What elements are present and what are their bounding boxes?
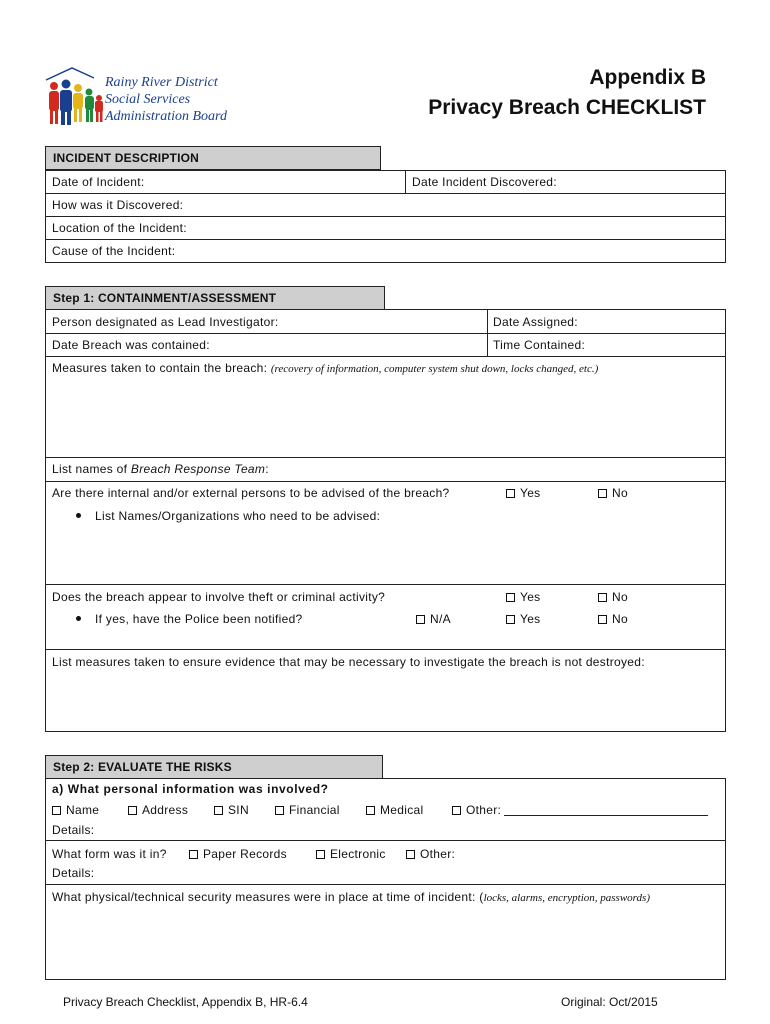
police-label: If yes, have the Police been notified?	[95, 612, 303, 626]
response-team-prefix: List names of	[52, 462, 131, 476]
theft-yes-option[interactable]	[506, 590, 540, 604]
police-no-option[interactable]	[598, 612, 628, 626]
appendix-title: Appendix B	[589, 66, 706, 89]
theft-question: Does the breach appear to involve theft or criminal activity?	[52, 590, 386, 604]
evidence-measures-field[interactable]: List measures taken to ensure evidence that may be necessary to investigate the breach is not destroyed:	[52, 655, 645, 669]
checkbox-icon[interactable]	[506, 593, 515, 602]
electronic-label: Electronic	[330, 847, 386, 861]
date-assigned-field[interactable]: Date Assigned:	[493, 315, 578, 329]
financial-label: Financial	[289, 803, 340, 817]
checkbox-icon[interactable]	[452, 806, 461, 815]
sin-label: SIN	[228, 803, 249, 817]
containment-measures-hint: (recovery of information, computer system shut down, locks changed, etc.)	[270, 363, 599, 375]
info-option-medical[interactable]	[366, 803, 423, 817]
checkbox-icon[interactable]	[416, 615, 425, 624]
checklist-title: Privacy Breach CHECKLIST	[428, 96, 706, 119]
step2-section-header: Step 2: EVALUATE THE RISKS	[45, 755, 383, 779]
advise-yes-option[interactable]	[506, 486, 540, 500]
info-option-name[interactable]	[52, 803, 99, 817]
no-label: No	[612, 486, 628, 500]
date-contained-field[interactable]: Date Breach was contained:	[52, 338, 210, 352]
info-option-sin[interactable]	[214, 803, 249, 817]
police-yes-option[interactable]	[506, 612, 540, 626]
incident-section-header: INCIDENT DESCRIPTION	[45, 146, 381, 170]
checkbox-icon[interactable]	[598, 615, 607, 624]
form-details-field[interactable]: Details:	[52, 866, 95, 880]
checkbox-icon[interactable]	[366, 806, 375, 815]
yes-label: Yes	[520, 486, 541, 500]
form-option-paper[interactable]	[189, 847, 287, 861]
how-discovered-field[interactable]: How was it Discovered:	[52, 198, 184, 212]
form-option-other[interactable]	[406, 847, 455, 861]
info-question: a) What personal information was involved?	[52, 782, 329, 796]
address-label: Address	[142, 803, 189, 817]
date-discovered-field[interactable]: Date Incident Discovered:	[412, 175, 557, 189]
footer-right: Original: Oct/2015	[561, 995, 658, 1009]
advise-list-bullet[interactable]	[76, 509, 380, 523]
footer-left: Privacy Breach Checklist, Appendix B, HR-6.4	[63, 995, 308, 1009]
checkbox-icon[interactable]	[598, 489, 607, 498]
security-label: What physical/technical security measures were in place at time of incident: (	[52, 890, 484, 904]
theft-no-option[interactable]	[598, 590, 628, 604]
no-label: No	[612, 612, 628, 626]
response-team-field[interactable]	[52, 462, 269, 476]
location-field[interactable]: Location of the Incident:	[52, 221, 187, 235]
containment-measures-field[interactable]	[52, 361, 598, 375]
form-option-electronic[interactable]	[316, 847, 386, 861]
time-contained-field[interactable]: Time Contained:	[493, 338, 586, 352]
org-name-line2: Social Services	[105, 92, 191, 107]
date-of-incident-field[interactable]: Date of Incident:	[52, 175, 145, 189]
form-other-label: Other:	[420, 847, 456, 861]
info-details-field[interactable]: Details:	[52, 823, 95, 837]
org-name	[105, 74, 227, 125]
response-team-suffix: :	[265, 462, 269, 476]
info-option-financial[interactable]	[275, 803, 340, 817]
bullet-icon	[76, 616, 81, 621]
checkbox-icon[interactable]	[506, 615, 515, 624]
security-hint: locks, alarms, encryption, passwords)	[483, 892, 650, 904]
checkbox-icon[interactable]	[52, 806, 61, 815]
checkbox-icon[interactable]	[598, 593, 607, 602]
checkbox-icon[interactable]	[275, 806, 284, 815]
checkbox-icon[interactable]	[189, 850, 198, 859]
org-name-line3: Administration Board	[105, 109, 227, 124]
org-name-line1: Rainy River District	[105, 75, 218, 90]
na-label: N/A	[430, 612, 451, 626]
form-question: What form was it in?	[52, 847, 167, 861]
police-na-option[interactable]	[416, 612, 451, 626]
no-label: No	[612, 590, 628, 604]
checkbox-icon[interactable]	[506, 489, 515, 498]
checkbox-icon[interactable]	[128, 806, 137, 815]
info-option-address[interactable]	[128, 803, 188, 817]
step1-section-header: Step 1: CONTAINMENT/ASSESSMENT	[45, 286, 385, 310]
advise-no-option[interactable]	[598, 486, 628, 500]
medical-label: Medical	[380, 803, 424, 817]
paper-label: Paper Records	[203, 847, 287, 861]
containment-measures-label: Measures taken to contain the breach:	[52, 361, 268, 375]
other-underline[interactable]	[504, 815, 708, 816]
yes-label: Yes	[520, 590, 541, 604]
bullet-icon	[76, 513, 81, 518]
security-measures-field[interactable]	[52, 890, 650, 904]
police-bullet	[76, 612, 303, 626]
lead-investigator-field[interactable]: Person designated as Lead Investigator:	[52, 315, 279, 329]
other-label: Other:	[466, 803, 502, 817]
org-logo	[44, 66, 106, 128]
advise-question: Are there internal and/or external persons to be advised of the breach?	[52, 486, 450, 500]
checkbox-icon[interactable]	[214, 806, 223, 815]
checkbox-icon[interactable]	[406, 850, 415, 859]
checkbox-icon[interactable]	[316, 850, 325, 859]
advise-list-label: List Names/Organizations who need to be advised:	[95, 509, 381, 523]
yes-label: Yes	[520, 612, 541, 626]
response-team-italic: Breach Response Team	[130, 462, 266, 476]
info-option-other[interactable]	[452, 803, 708, 817]
name-label: Name	[66, 803, 100, 817]
cause-field[interactable]: Cause of the Incident:	[52, 244, 176, 258]
